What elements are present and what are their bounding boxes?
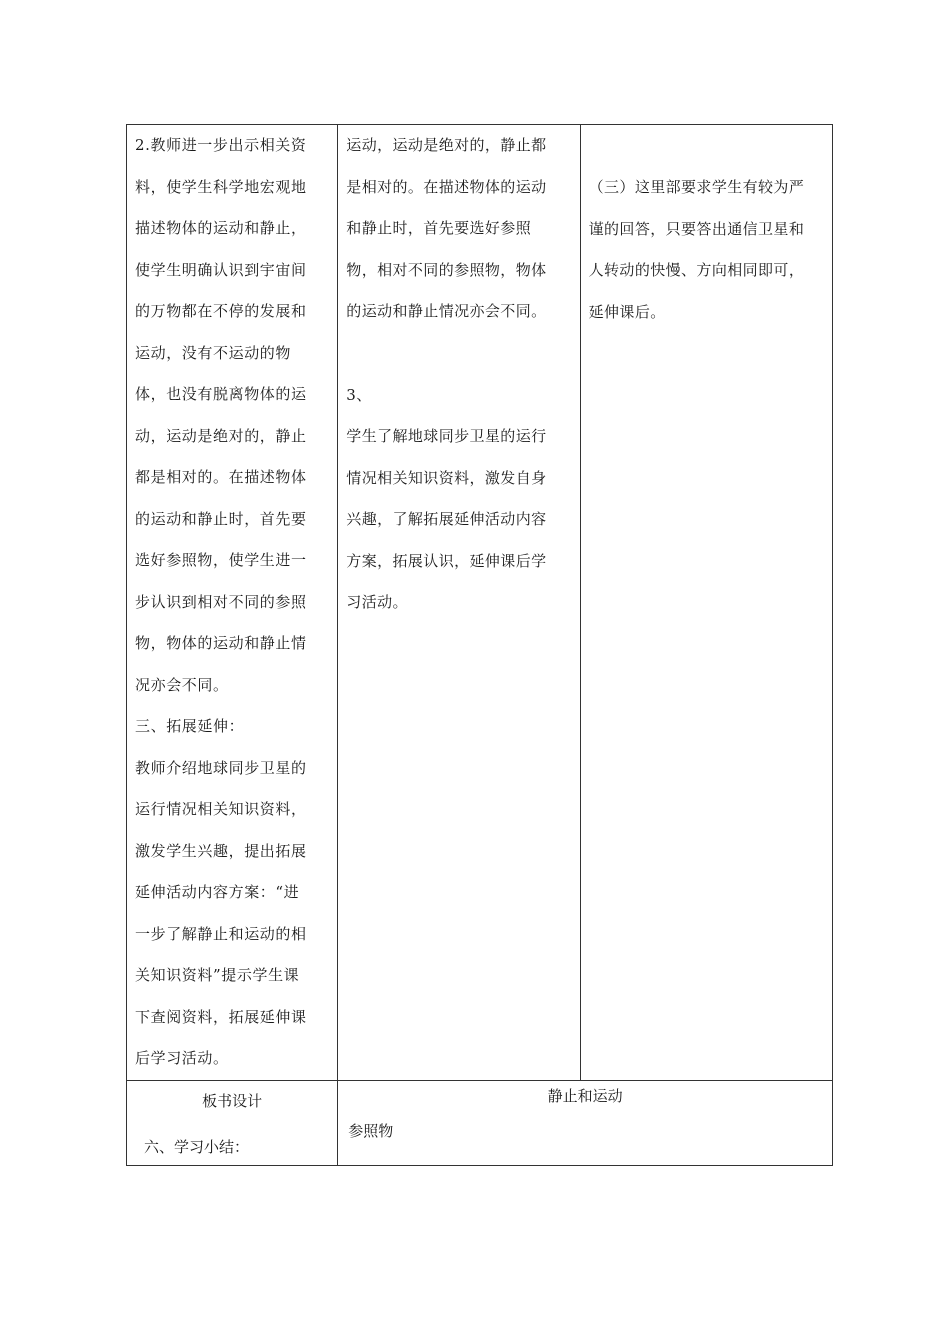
text-line: 激发学生兴趣，提出拓展 bbox=[135, 841, 307, 860]
text-line: 教师介绍地球同步卫星的 bbox=[135, 758, 307, 777]
text-line: 三、拓展延伸： bbox=[135, 717, 245, 735]
text-line: 谨的回答，只要答出通信卫星和 bbox=[588, 219, 805, 238]
text-line: 下查阅资料，拓展延伸课 bbox=[135, 1007, 307, 1026]
text-line: 物，相对不同的参照物，物体 bbox=[346, 260, 547, 279]
text-line: （三）这里部要求学生有较为严 bbox=[588, 178, 805, 196]
board-title: 静止和运动 bbox=[547, 1086, 623, 1105]
text-line: 3、 bbox=[346, 385, 372, 404]
board-design-content bbox=[338, 1080, 833, 1165]
text-line: 选好参照物，使学生进一 bbox=[135, 551, 307, 569]
text-line: 动，运动是绝对的，静止 bbox=[135, 426, 307, 445]
text-line: 运行情况相关知识资料， bbox=[135, 800, 307, 818]
text-line: 延伸活动内容方案：“进 bbox=[135, 883, 300, 901]
text-line: 关知识资料”提示学生课 bbox=[135, 966, 300, 984]
text-line: 况亦会不同。 bbox=[135, 675, 229, 694]
text-line: 2.教师进一步出示相关资 bbox=[135, 136, 307, 154]
text-line: 人转动的快慢、方向相同即可， bbox=[588, 261, 805, 279]
text-line: 习活动。 bbox=[346, 593, 408, 611]
lesson-row bbox=[127, 125, 833, 1081]
text-line: 体，也没有脱离物体的运 bbox=[135, 385, 307, 403]
design-intent-cell bbox=[580, 125, 832, 1081]
section-heading-summary: 六、学习小结： bbox=[144, 1138, 250, 1156]
text-line: 的运动和静止时，首先要 bbox=[135, 509, 307, 528]
text-line: 方案，拓展认识，延伸课后学 bbox=[346, 551, 547, 570]
board-design-label: 板书设计 bbox=[127, 1080, 338, 1165]
board-item: 参照物 bbox=[348, 1121, 394, 1140]
text-line: 都是相对的。在描述物体 bbox=[135, 468, 307, 486]
teacher-activity-text bbox=[135, 125, 329, 1080]
text-line: 物，物体的运动和静止情 bbox=[135, 634, 307, 652]
text-line: 学生了解地球同步卫星的运行 bbox=[346, 427, 547, 445]
text-line: 的运动和静止情况亦会不同。 bbox=[346, 302, 547, 320]
text-line: 料，使学生科学地宏观地 bbox=[135, 177, 307, 196]
text-line: 和静止时，首先要选好参照 bbox=[346, 219, 532, 237]
text-line: 一步了解静止和运动的相 bbox=[135, 924, 307, 943]
text-line: 步认识到相对不同的参照 bbox=[135, 592, 307, 611]
text-line: 运动，没有不运动的物 bbox=[135, 343, 292, 362]
text-line: 的万物都在不停的发展和 bbox=[135, 302, 307, 320]
text-line: 兴趣，了解拓展延伸活动内容 bbox=[346, 510, 547, 528]
text-line: 使学生明确认识到宇宙间 bbox=[135, 260, 307, 279]
design-intent-text bbox=[589, 125, 824, 333]
teacher-activity-cell bbox=[127, 125, 338, 1081]
text-line: 描述物体的运动和静止， bbox=[135, 219, 307, 237]
lesson-table bbox=[126, 124, 833, 1166]
student-activity-cell bbox=[338, 125, 580, 1081]
text-line: 延伸课后。 bbox=[588, 302, 666, 321]
text-line: 情况相关知识资料，激发自身 bbox=[346, 468, 547, 487]
text-line: 后学习活动。 bbox=[135, 1049, 229, 1067]
text-line: 运动，运动是绝对的，静止都 bbox=[346, 136, 547, 154]
student-activity-text bbox=[346, 125, 571, 624]
text-line: 是相对的。在描述物体的运动 bbox=[346, 177, 547, 196]
